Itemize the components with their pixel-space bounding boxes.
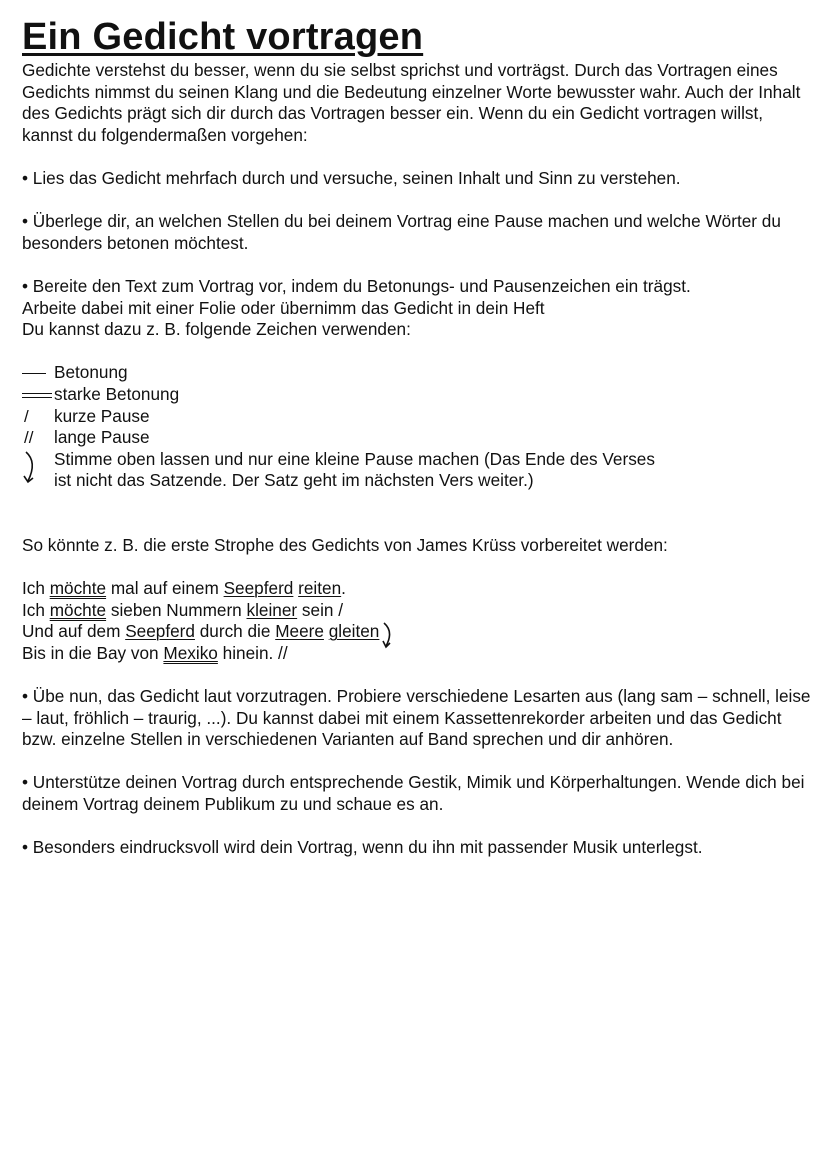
single-underline-icon [22,362,54,384]
legend-label: kurze Pause [54,405,150,426]
step-prepare-folie: Arbeite dabei mit einer Folie oder übernimm das Gedicht in dein Heft [22,297,545,318]
step-gestures: • Unterstütze deinen Vortrag durch entsprechende Gestik, Mimik und Körperhaltungen. Wende dich bei deinem Vortrag deinem Publikum zu und schaue es an. [22,772,805,814]
legend-row-stimme-oben [22,449,812,492]
legend-label: Betonung [54,362,128,383]
document-page [22,14,812,859]
step-plan-pauses: • Überlege dir, an welchen Stellen du bei deinem Vortrag eine Pause machen und welche Wörter du besonders betonen möchtest. [22,211,781,253]
legend-row-lange-pause [22,427,812,449]
slash-symbol: / [24,406,29,426]
poem-line-2: Ich möchte sieben Nummern kleiner sein / [22,599,343,620]
double-slash-symbol: // [24,428,34,448]
step-prepare-text: • Bereite den Text zum Vortrag vor, indem du Betonungs- und Pausenzeichen ein trägst. [22,275,691,296]
page-title: Ein Gedicht vortragen [22,16,424,58]
poem-line-1: Ich möchte mal auf einem Seepferd reiten. [22,578,346,599]
poem-example [22,578,812,664]
legend-label: lange Pause [54,427,150,448]
legend-label: starke Betonung [54,383,180,404]
legend-row-kurze-pause [22,406,812,428]
poem-line-4: Bis in die Bay von Mexiko hinein. // [22,642,288,663]
double-underline-icon [22,384,54,406]
legend-row-starke-betonung [22,384,812,406]
curved-arrow-down-icon [22,449,54,492]
intro-paragraph: Gedichte verstehst du besser, wenn du sie selbst sprichst und vorträgst. Durch das Vortragen eines Gedichts nimmst du seinen Klang und die Bedeutung einzelner Worte bewusster wahr. Auch der Inhalt des Gedichts prägt sich dir durch das Vortragen besser ein. Wenn du ein Gedicht vortragen willst, kannst du folgendermaßen vorgehen: [22,60,801,145]
example-intro: So könnte z. B. die erste Strophe des Gedichts von James Krüss vorbereitet werden: [22,534,668,555]
step-prepare-signs: Du kannst dazu z. B. folgende Zeichen verwenden: [22,319,411,340]
legend [22,362,812,492]
poem-line-3: Und auf dem Seepferd durch die Meere gleiten [22,621,812,643]
legend-label-multi: Stimme oben lassen und nur eine kleine Pause machen (Das Ende des Verses ist nicht das Satzende. Der Satz geht im nächsten Vers weiter.) [54,448,655,491]
step-music: • Besonders eindrucksvoll wird dein Vortrag, wenn du ihn mit passender Musik unterlegst. [22,837,703,858]
step-practice: • Übe nun, das Gedicht laut vorzutragen. Probiere verschiedene Lesarten aus (lang sam – schnell, leise – laut, fröhlich – traurig, ...). Du kannst dabei mit einem Kassettenrekorder arbeiten und das Gedicht bzw. einzelne Stellen in verschiedenen Varianten auf Band sprechen und dir anhören. [22,686,811,750]
legend-row-betonung [22,362,812,384]
step-read: • Lies das Gedicht mehrfach durch und versuche, seinen Inhalt und Sinn zu verstehen. [22,167,681,188]
